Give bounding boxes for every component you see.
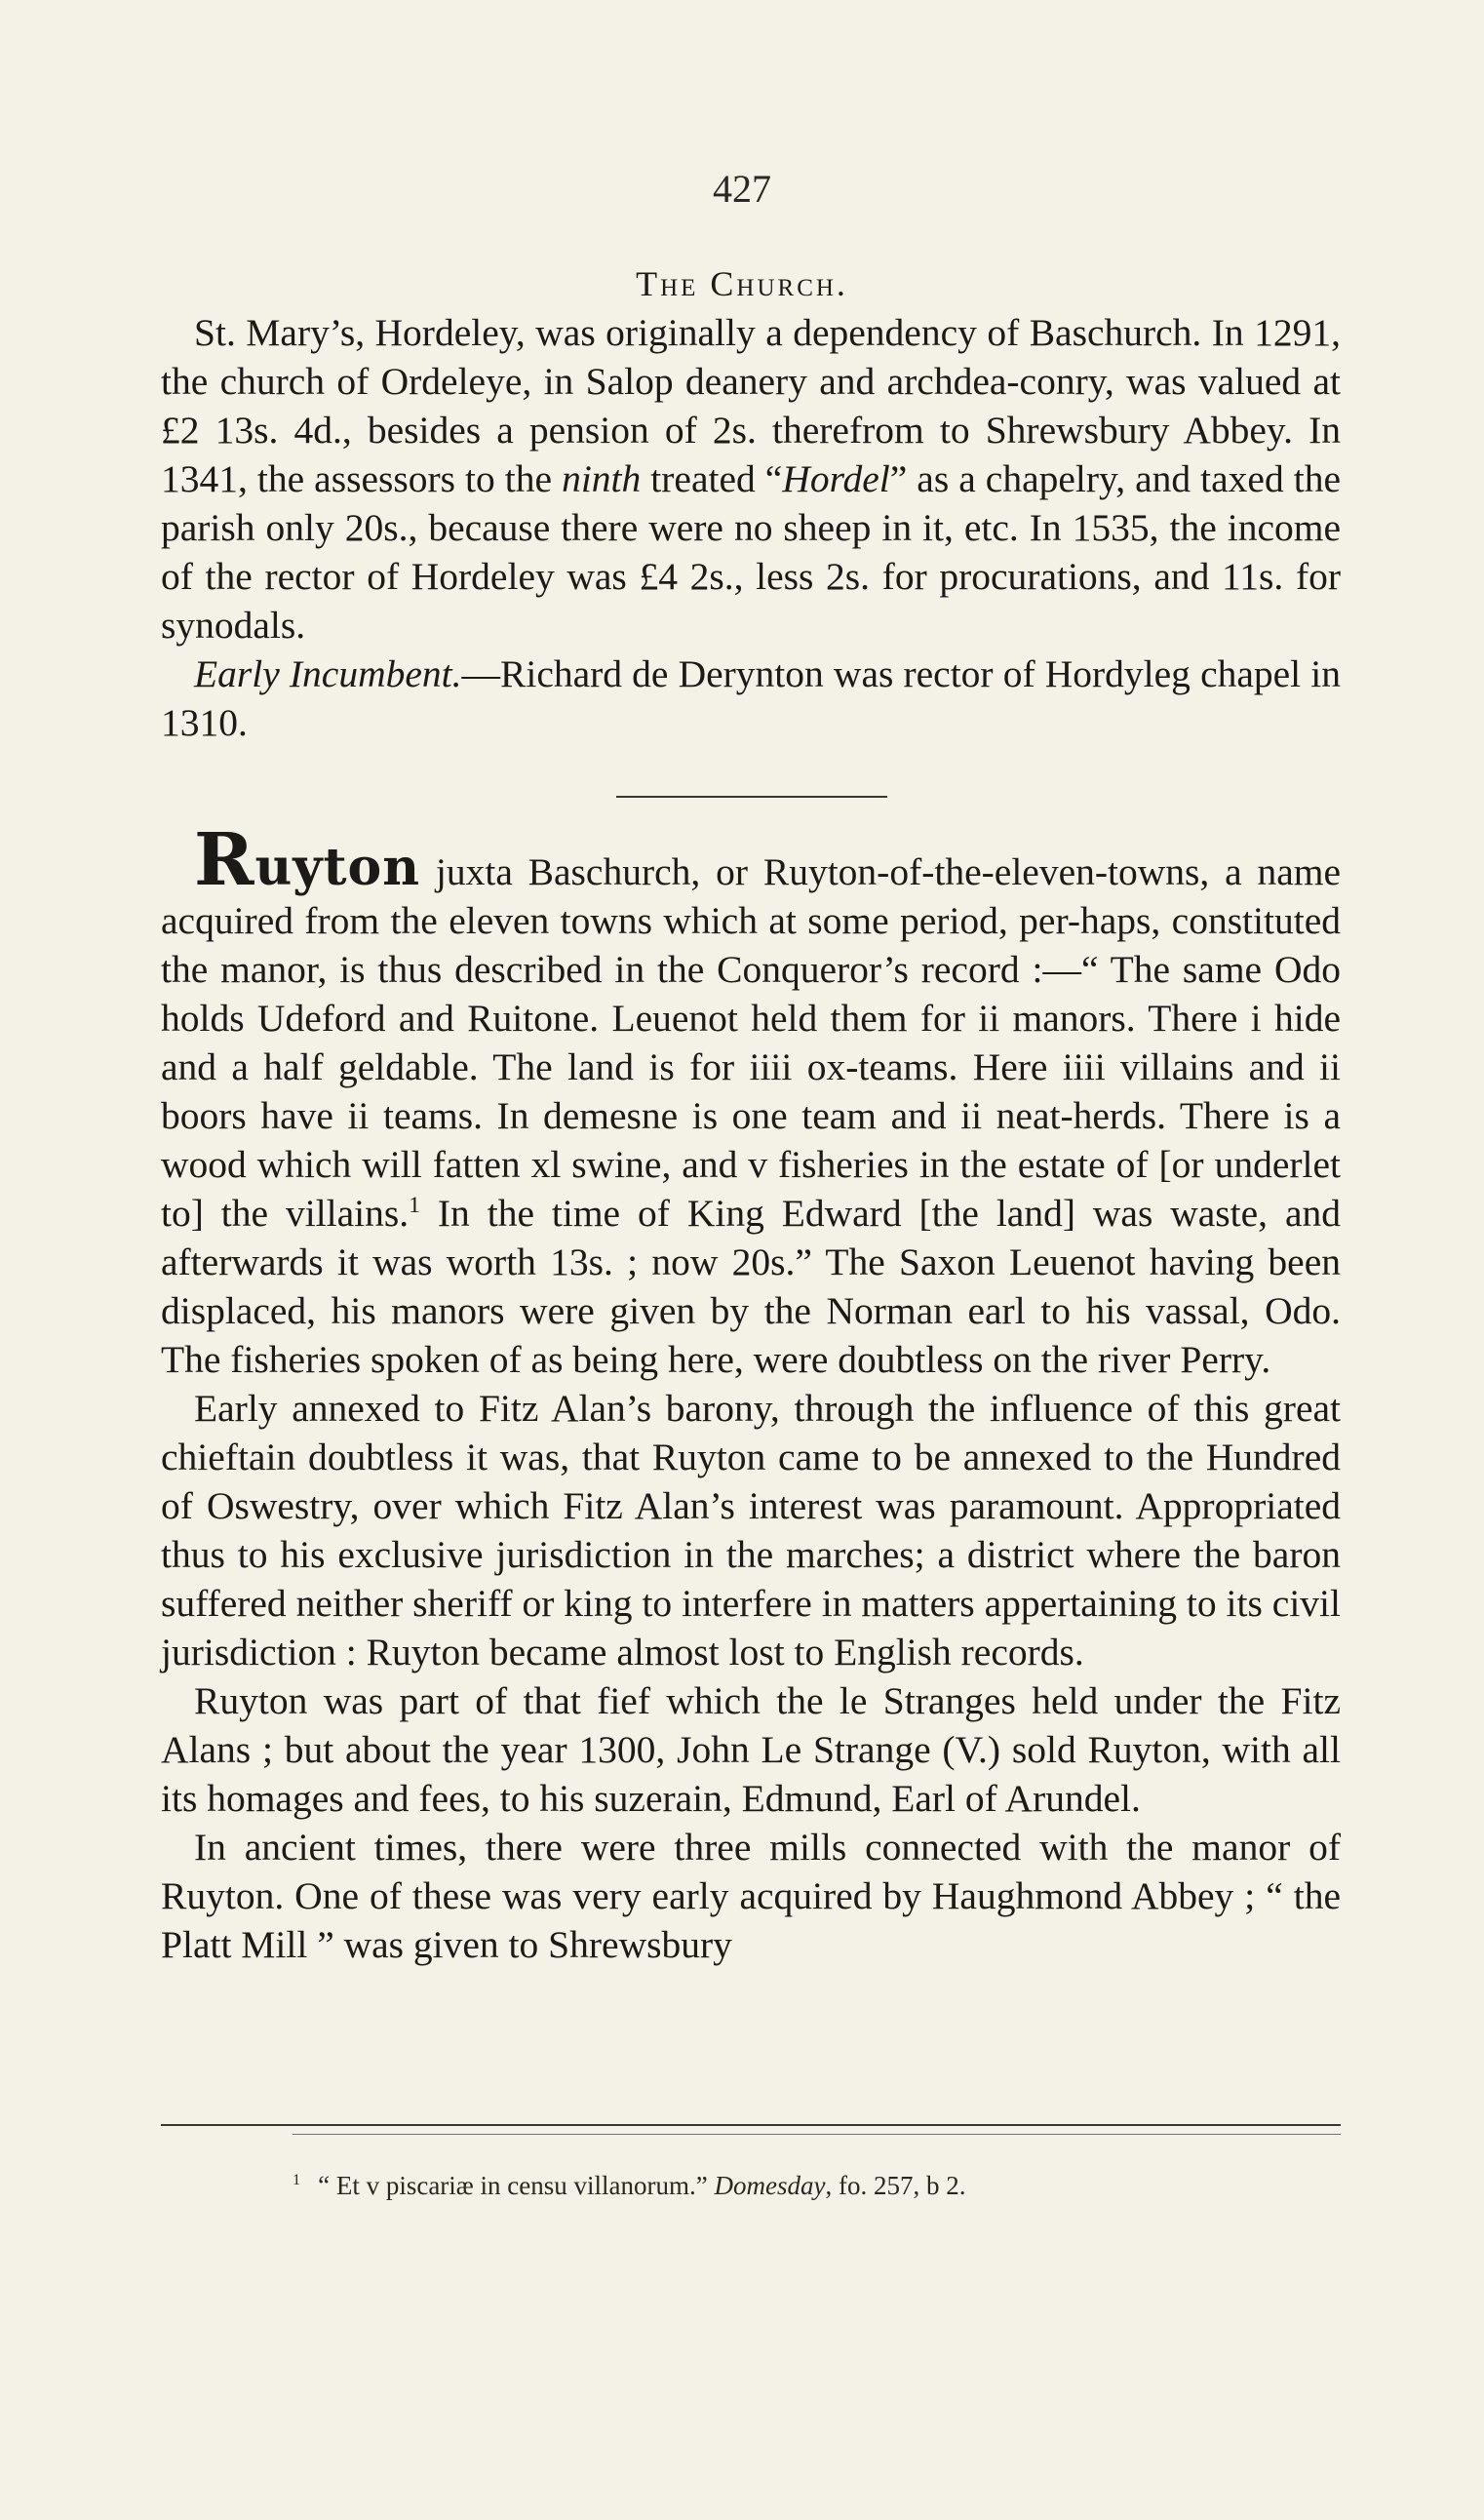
- early-incumbent-label: Early Incumbent.: [194, 652, 462, 695]
- ruyton-paragraph-1: [161, 818, 1341, 1384]
- church-paragraph-1-text-2: treated “: [641, 457, 783, 500]
- section-heading-the-church: The Church.: [636, 264, 848, 303]
- section-divider-rule: [616, 796, 887, 798]
- footnote: [293, 2171, 1336, 2201]
- ruyton-drop-cap: R: [194, 818, 255, 902]
- footnote-italic-domesday: Domesday: [714, 2171, 826, 2200]
- italic-hordel: Hordel: [782, 457, 890, 500]
- ruyton-paragraph-1-text-2: In the time of King Edward [the land] was waste, and afterwards it was worth 13s. ; now 20s.” The Saxon Leuenot having been displaced, his manors were given by the Norman earl to his vassal, Odo. The fisheries spoken of as being here, were doubtless on the river Perry.: [161, 1192, 1341, 1381]
- page-number: 427: [713, 167, 771, 211]
- church-paragraph-2: [161, 650, 1341, 747]
- ruyton-paragraph-1-text: juxta Baschurch, or Ruyton-of-the-eleven-towns, a name acquired from the eleven towns which at some period, per-haps, constituted the manor, is thus described in the Conqueror’s record :—“ The same Odo holds Udeford and Ruitone. Leuenot held them for ii manors. There i hide and a half geldable. The land is for iiii ox-teams. Here iiii villains and ii boors have ii teams. In demesne is one team and ii neat-herds. There is a wood which will fatten xl swine, and v fisheries in the estate of [or underlet to] the villains.: [161, 850, 1341, 1235]
- footnote-text-2: , fo. 257, b 2.: [825, 2171, 966, 2200]
- ruyton-lead-word-rest: uyton: [254, 838, 421, 897]
- church-paragraph-1-text-3: ” as a chapelry, and taxed the parish only 20s., because there were no sheep in it, etc. In 1535, the income of the rector of Hordeley was £4 2s., less 2s. for procurations, and 11s. for synodals.: [161, 457, 1341, 647]
- footnote-rule-secondary: [293, 2134, 1341, 2135]
- italic-ninth: ninth: [562, 457, 642, 500]
- church-paragraph-2-text: —Richard de Derynton was rector of Hordyleg chapel in 1310.: [161, 652, 1341, 744]
- church-paragraph-1-text: St. Mary’s, Hordeley, was originally a dependency of Baschurch. In 1291, the church of Ordeleye, in Salop deanery and archdea-conry, was valued at £2 13s. 4d., besides a pension of 2s. therefrom to Shrewsbury Abbey. In 1341, the assessors to the: [161, 311, 1341, 500]
- footnote-rule: [161, 2124, 1341, 2126]
- ruyton-paragraph-3: Ruyton was part of that fief which the le Stranges held under the Fitz Alans ; but about the year 1300, John Le Strange (V.) sold Ruyton, with all its homages and fees, to his suzerain, Edmund, Earl of Arundel.: [161, 1679, 1341, 1820]
- footnote-marker: 1: [293, 2171, 301, 2188]
- church-section-body: [161, 308, 1341, 747]
- ruyton-paragraph-4: In ancient times, there were three mills connected with the manor of Ruyton. One of these was very early acquired by Haughmond Abbey ; “ the Platt Mill ” was given to Shrewsbury: [161, 1826, 1341, 1966]
- ruyton-section-body: [161, 818, 1341, 1969]
- footnote-text: “ Et v piscariæ in censu villanorum.”: [318, 2171, 715, 2200]
- church-paragraph-1: [161, 308, 1341, 650]
- footnote-reference: 1: [409, 1192, 420, 1218]
- ruyton-paragraph-2: Early annexed to Fitz Alan’s barony, through the influence of this great chieftain doubtless it was, that Ruyton came to be annexed to the Hundred of Oswestry, over which Fitz Alan’s interest was paramount. Appropriated thus to his exclusive jurisdiction in the marches; a district where the baron suffered neither sheriff or king to interfere in matters appertaining to its civil jurisdiction : Ruyton became almost lost to English records.: [161, 1387, 1341, 1673]
- ruyton-lead-word: [194, 818, 421, 902]
